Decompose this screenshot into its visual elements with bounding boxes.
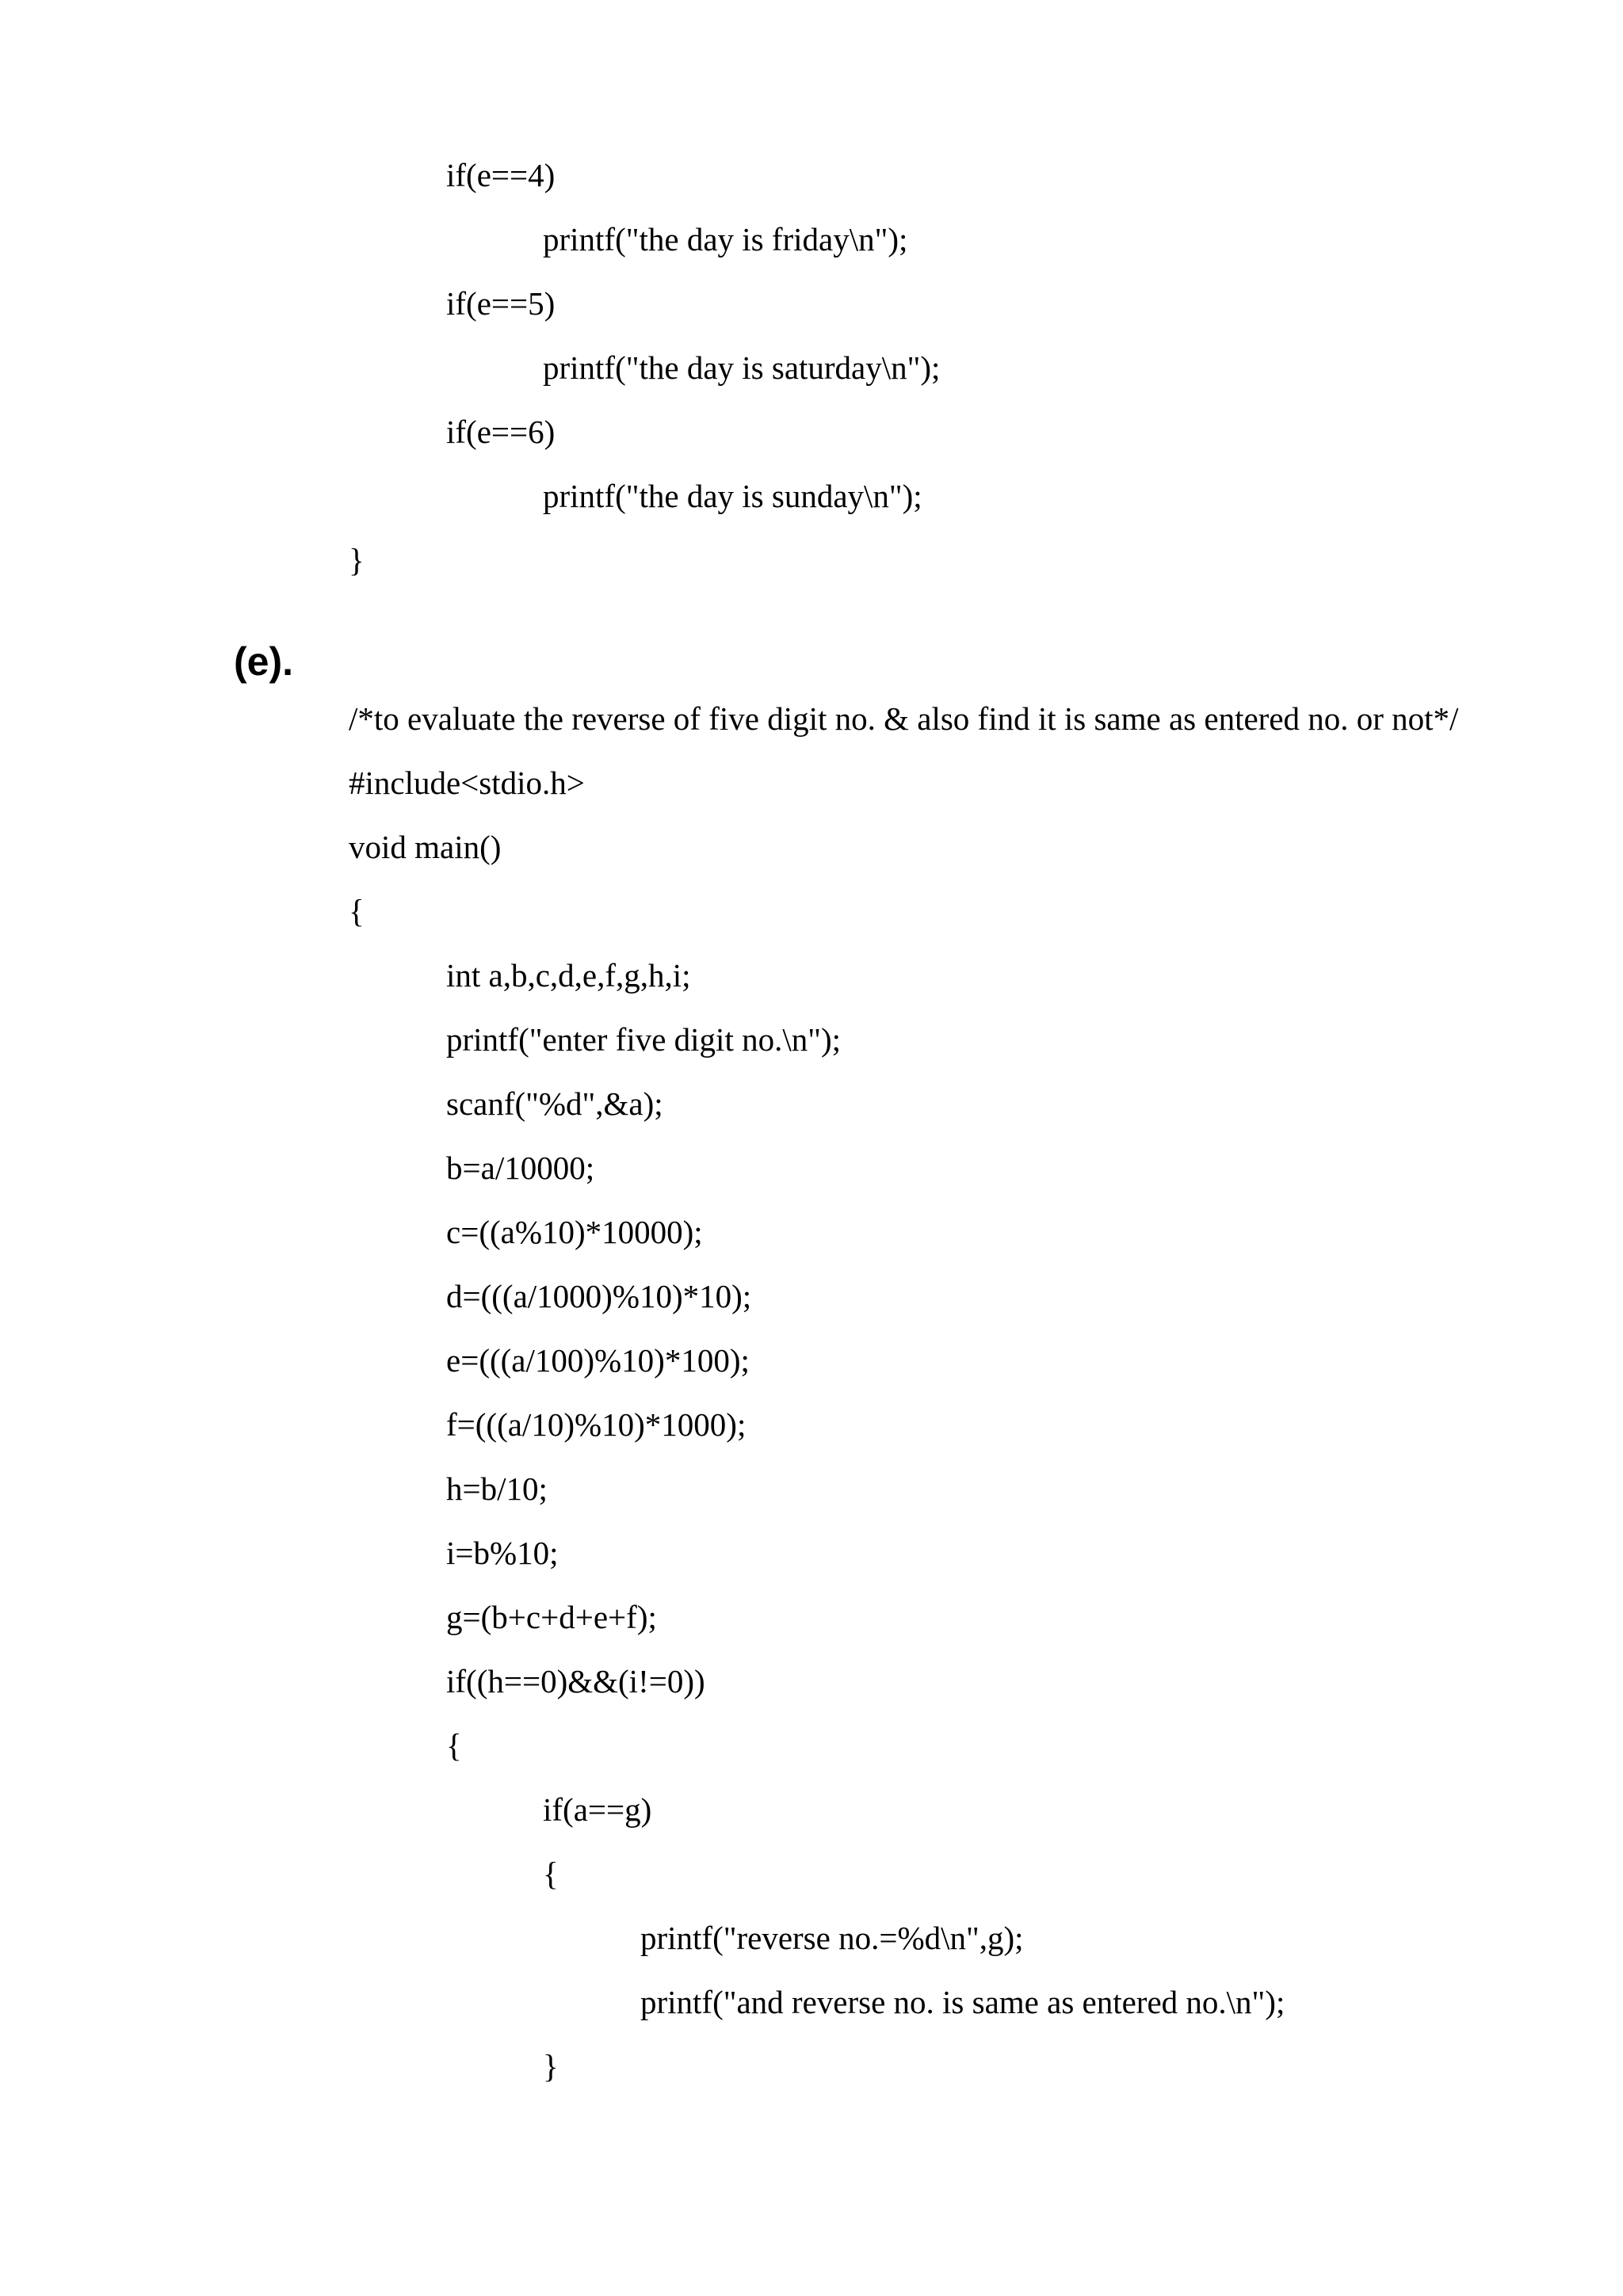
code-line: } (349, 542, 365, 578)
code-line: scanf("%d",&a); (446, 1085, 663, 1122)
code-line: c=((a%10)*10000); (446, 1214, 703, 1250)
code-line: e=(((a/100)%10)*100); (446, 1342, 750, 1379)
code-line: if((h==0)&&(i!=0)) (446, 1663, 705, 1699)
code-line: printf("the day is saturday\n"); (543, 349, 941, 386)
code-line: if(e==4) (446, 157, 556, 193)
code-line: } (543, 2048, 559, 2084)
code-line: g=(b+c+d+e+f); (446, 1599, 657, 1635)
code-line: { (349, 893, 365, 929)
code-line: d=(((a/1000)%10)*10); (446, 1278, 752, 1314)
code-line: { (543, 1855, 559, 1892)
code-line: printf("and reverse no. is same as entered no.\n"); (640, 1984, 1285, 2020)
code-line: printf("the day is friday\n"); (543, 221, 908, 257)
code-line: printf("the day is sunday\n"); (543, 478, 922, 514)
code-line: if(e==5) (446, 285, 556, 322)
code-line: printf("enter five digit no.\n"); (446, 1021, 842, 1058)
code-line: void main() (349, 829, 502, 865)
code-line: b=a/10000; (446, 1150, 595, 1186)
section-heading: (e). (234, 639, 293, 684)
code-line: int a,b,c,d,e,f,g,h,i; (446, 957, 691, 994)
code-line: { (446, 1727, 462, 1764)
code-line: printf("reverse no.=%d\n",g); (640, 1920, 1024, 1956)
code-line: if(e==6) (446, 414, 556, 450)
code-line: if(a==g) (543, 1791, 652, 1828)
code-line: i=b%10; (446, 1535, 559, 1571)
code-line: h=b/10; (446, 1470, 548, 1507)
code-line: /*to evaluate the reverse of five digit no. & also find it is same as entered no. or not*/ (349, 700, 1459, 737)
code-line: f=(((a/10)%10)*1000); (446, 1406, 747, 1443)
code-line: #include<stdio.h> (349, 765, 585, 801)
